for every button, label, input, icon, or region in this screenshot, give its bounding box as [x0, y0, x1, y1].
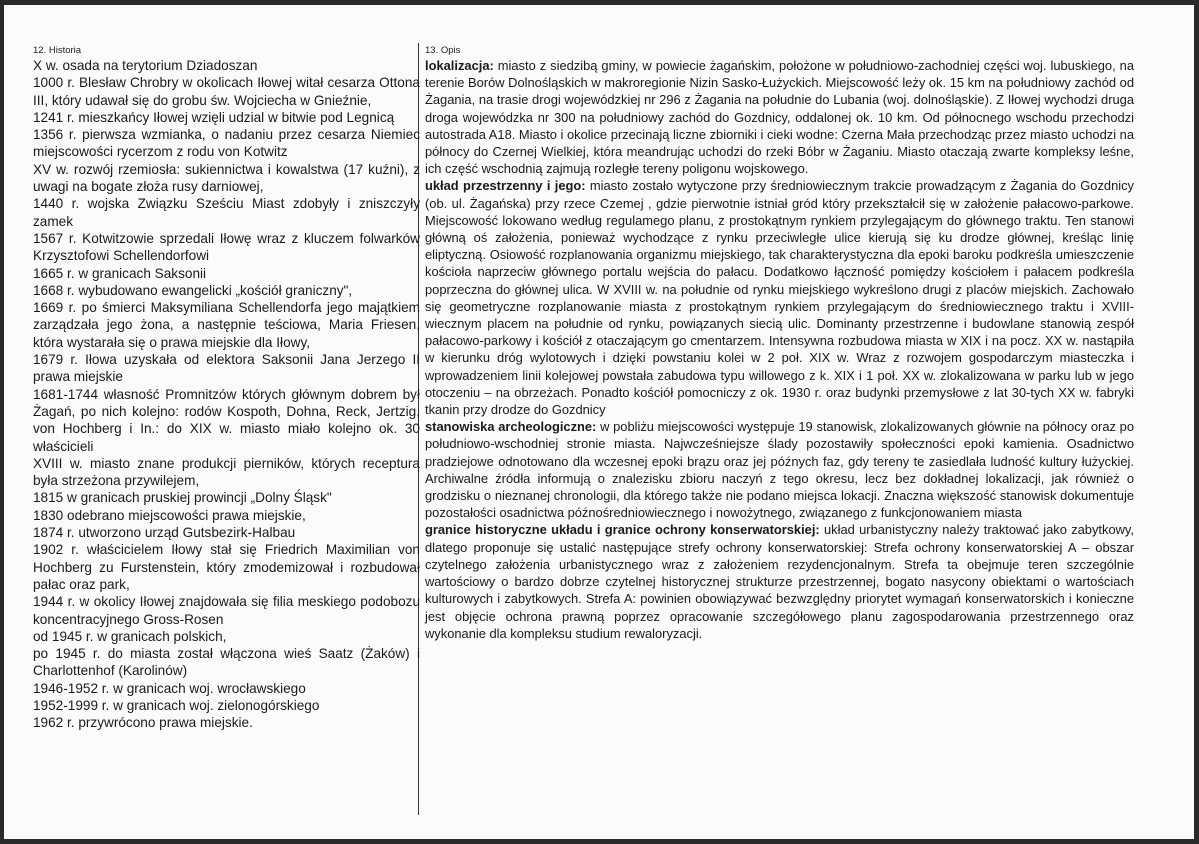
- paragraph-text: układ urbanistyczny należy traktować jako zabytkowy, dlatego proponuje się ustalić następujące strefy ochrony konserwatorskiej: Strefa ochrony konserwatorskiej A – obszar czytelnego założenia urbanistycznego wraz z założeniem rezydencjonalnym. Strefa ta obejmuje teren szczególnie wartościowy o bardzo dobrze czytelnej historycznej strukturze przestrzennej, bogato nasycony obiektami o wartościach kulturowych i zabytkowych. Strefa A: powinien obowiązywać bezwzględny priorytet wymagań konserwatorskich i konieczne jest objęcie ochrona prawną poprzez opracowanie szczegółowego planu zagospodarowania przestrzennego oraz wykonanie dla kompleksu studium rewaloryzacji.: [425, 522, 1134, 641]
- history-entry: 1830 odebrano miejscowości prawa miejskie,: [33, 507, 306, 523]
- history-entry: 1679 r. Iłowa uzyskała od elektora Saksonii Jana Jerzego II prawa miejskie: [33, 352, 420, 385]
- history-entry: 1567 r. Kotwitzowie sprzedali Iłowę wraz z kluczem folwarków Krzysztofowi Schellendorfowi: [33, 230, 420, 264]
- history-entry: 1815 w granicach pruskiej prowincji „Dolny Śląsk": [33, 490, 332, 506]
- history-entry: 1681-1744 własność Promnitzów których głównym dobrem był Żagań, po nich kolejno: rodów Kospoth, Dohna, Reck, Jertzig, von Hochberg i In.: do XIX w. miasto miało kolejno ok. 30 właścicieli: [33, 386, 420, 454]
- history-entry: po 1945 r. do miasta został włączona wieś Saatz (Żaków) i Charlottenhof (Karolinów): [33, 646, 420, 679]
- history-column: [33, 45, 420, 732]
- paragraph-archaeological-sites: [425, 418, 1134, 521]
- paragraph-heading: układ przestrzenny i jego:: [425, 178, 586, 194]
- history-entry: 1668 r. wybudowano ewangelicki „kościół graniczny",: [33, 282, 353, 298]
- paragraph-heading: stanowiska archeologiczne:: [425, 419, 597, 435]
- history-entry: 1356 r. pierwsza wzmianka, o nadaniu przez cesarza Niemiec miejscowości rycerzom z rodu von Kotwitz: [33, 127, 420, 160]
- paragraph-text: miasto zostało wytyczone przy średniowiecznym trakcie prowadzącym z Żagania do Gozdnicy (ob. ul. Żagańska) przy rzece Czemej , gdzie pierwotnie istniał gród który przekształcił się w założenie pałacowo-parkowe. Miejscowość lokowano według regulamego planu, z prostokątnym rynkiem przylegającym do głównego traktu. Ten stanowi główną oś założenia, ponieważ wychodzące z rynku przeciwległe ulice kierują się ku drodze głównej, kreśląc linię eliptyczną. Osiowość rozplanowania organizmu miejskiego, tak charakterystyczna dla epoki baroku podkreśla umieszczenie kościoła naprzeciw głównego portalu wejścia do pałacu. Dodatkowo łączność pomiędzy kościołem i pałacem podkreśla poprzeczna do głównej ulica. W XVIII w. na południe od rynku miejskiego wykreślono drugi z placów miejskich. Zachowało się geometryczne rozplanowanie miasta z prostokątnym rynkiem przylegającym do średniowiecznego traktu i XVIII-wiecznym placem na południe od rynku, powiązanych siecią ulic. Dominanty przestrzenne i budowlane stanowią zespół pałacowo-parkowy i kościół z otaczającym go cmentarzem. Intensywna rozbudowa miasta w XIX i na pocz. XX w. nastąpiła w kierunku dróg wylotowych i dzięki powstaniu kolei w 2 poł. XIX w. Wraz z rozwojem gospodarczym miasteczka i wprowadzeniem linii kolejowej powstała zabudowa typu willowego z k. XIX i 1 poł. XX w. zlokalizowana w parku lub w jego otoczeniu – na obrzeżach. Ponadto kościół pomocniczy z ok. 1930 r. oraz budynki przemysłowe z lat 30-tych XX w. fabryki tkanin przy drodze do Gozdnicy: [425, 178, 1134, 418]
- paragraph-heading: lokalizacja:: [425, 58, 494, 73]
- section-label-history: 12. Historia: [33, 45, 82, 56]
- scanned-page: [4, 5, 1194, 839]
- section-label-description: 13. Opis: [425, 45, 461, 56]
- history-entry: X w. osada na terytorium Dziadoszan: [33, 58, 258, 73]
- history-entry: 1946-1952 r. w granicach woj. wrocławskiego: [33, 680, 306, 696]
- history-entry: 1241 r. mieszkańcy Iłowej wzięli udzial w bitwie pod Legnicą: [33, 109, 395, 125]
- history-entry: 1902 r. właścicielem Iłowy stał się Friedrich Maximilian von Hochberg zu Furstenstein, który zmodemizował i rozbudował pałac oraz park,: [33, 542, 420, 592]
- paragraph-text: w pobliżu miejscowości występuje 19 stanowisk, zlokalizowanych głównie na północy oraz po południowo-wschodniej stronie miasta. Najwcześniejsze ślady pozostawiły społeczności epoki kamienia. Osadnictwo pradziejowe odnotowano dla wczesnej epoki brązu oraz jej późnych faz, gdy tereny te zasiedlała ludność kultury łużyckiej. Archiwalne źródła informują o znalezisku zbioru naczyń z tego okresu, lecz bez dokładnej lokalizacji, jak również o grodzisku o nieznanej chronologii, dla którego także nie podano miejsca lokacji. Znaczna większość stanowisk dokumentuje pozostałości osadnictwa późnośredniowiecznego i nowożytnego, związanego z funkcjonowaniem miasta: [425, 419, 1134, 521]
- history-entry: 1944 r. w okolicy Iłowej znajdowała się filia meskiego podobozu koncentracyjnego Gross-Rosen: [33, 594, 420, 627]
- history-entry: 1000 r. Blesław Chrobry w okolicach Iłowej witał cesarza Ottona III, który udawał się do grobu św. Wojciecha w Gnieźnie,: [33, 75, 420, 108]
- history-entry: 1440 r. wojska Związku Sześciu Miast zdobyły i zniszczyły zamek: [33, 196, 420, 229]
- history-entry: XVIII w. miasto znane produkcji pierników, których receptura była strzeżona przywilejem,: [33, 455, 420, 489]
- paragraph-text: miasto z siedzibą gminy, w powiecie żagańskim, położone w południowo-zachodniej części woj. lubuskiego, na terenie Borów Dolnośląskich w makroregionie Nizin Sasko-Łużyckich. Miejscowość leży ok. 15 km na południowy zachód od Żagania, na trasie drogi wojewódzkiej nr 296 z Żagania na południe do Lubania (woj. dolnośląskie). Z Iłowej wychodzi druga droga wojewódzka nr 300 na południowy zachód do Gozdnicy, oddalonej ok. 10 km. Od północnego wschodu przechodzi autostrada A18. Miasto i okolice przecinają liczne zbiorniki i cieki wodne: Czerna Mała przechodząc przez miasto uchodzi na północy do Czernej Wielkiej, która meandrując uchodzi do rzeki Bóbr w Żaganiu. Miasto otaczają zwarte kompleksy leśne, ich część wschodnią zajmują rozległe tereny poligonu wojskowego.: [425, 58, 1134, 177]
- description-column: [425, 45, 1134, 642]
- paragraph-protection-zones: [425, 521, 1134, 641]
- history-entry: 1962 r. przywrócono prawa miejskie.: [33, 715, 253, 731]
- paragraph-location: [425, 57, 1134, 177]
- history-entry: 1952-1999 r. w granicach woj. zielonogórskiego: [33, 697, 320, 713]
- paragraph-heading: granice historyczne układu i granice ochrony konserwatorskiej:: [425, 522, 820, 538]
- history-entry: XV w. rozwój rzemiosła: sukiennictwa i kowalstwa (17 kuźni), z uwagi na bogate złoża rusy darniowej,: [33, 161, 420, 195]
- history-entry: 1874 r. utworzono urząd Gutsbezirk-Halbau: [33, 525, 296, 541]
- history-entry: 1665 r. w granicach Saksonii: [33, 265, 207, 281]
- history-entry: 1669 r. po śmierci Maksymiliana Schellendorfa jego majątkiem zarządzała jego żona, a następnie teściowa, Maria Friesen, która wystarała się o prawa miejskie dla Iłowy,: [33, 300, 420, 350]
- history-entry: od 1945 r. w granicach polskich,: [33, 628, 227, 644]
- paragraph-spatial-layout: [425, 177, 1134, 418]
